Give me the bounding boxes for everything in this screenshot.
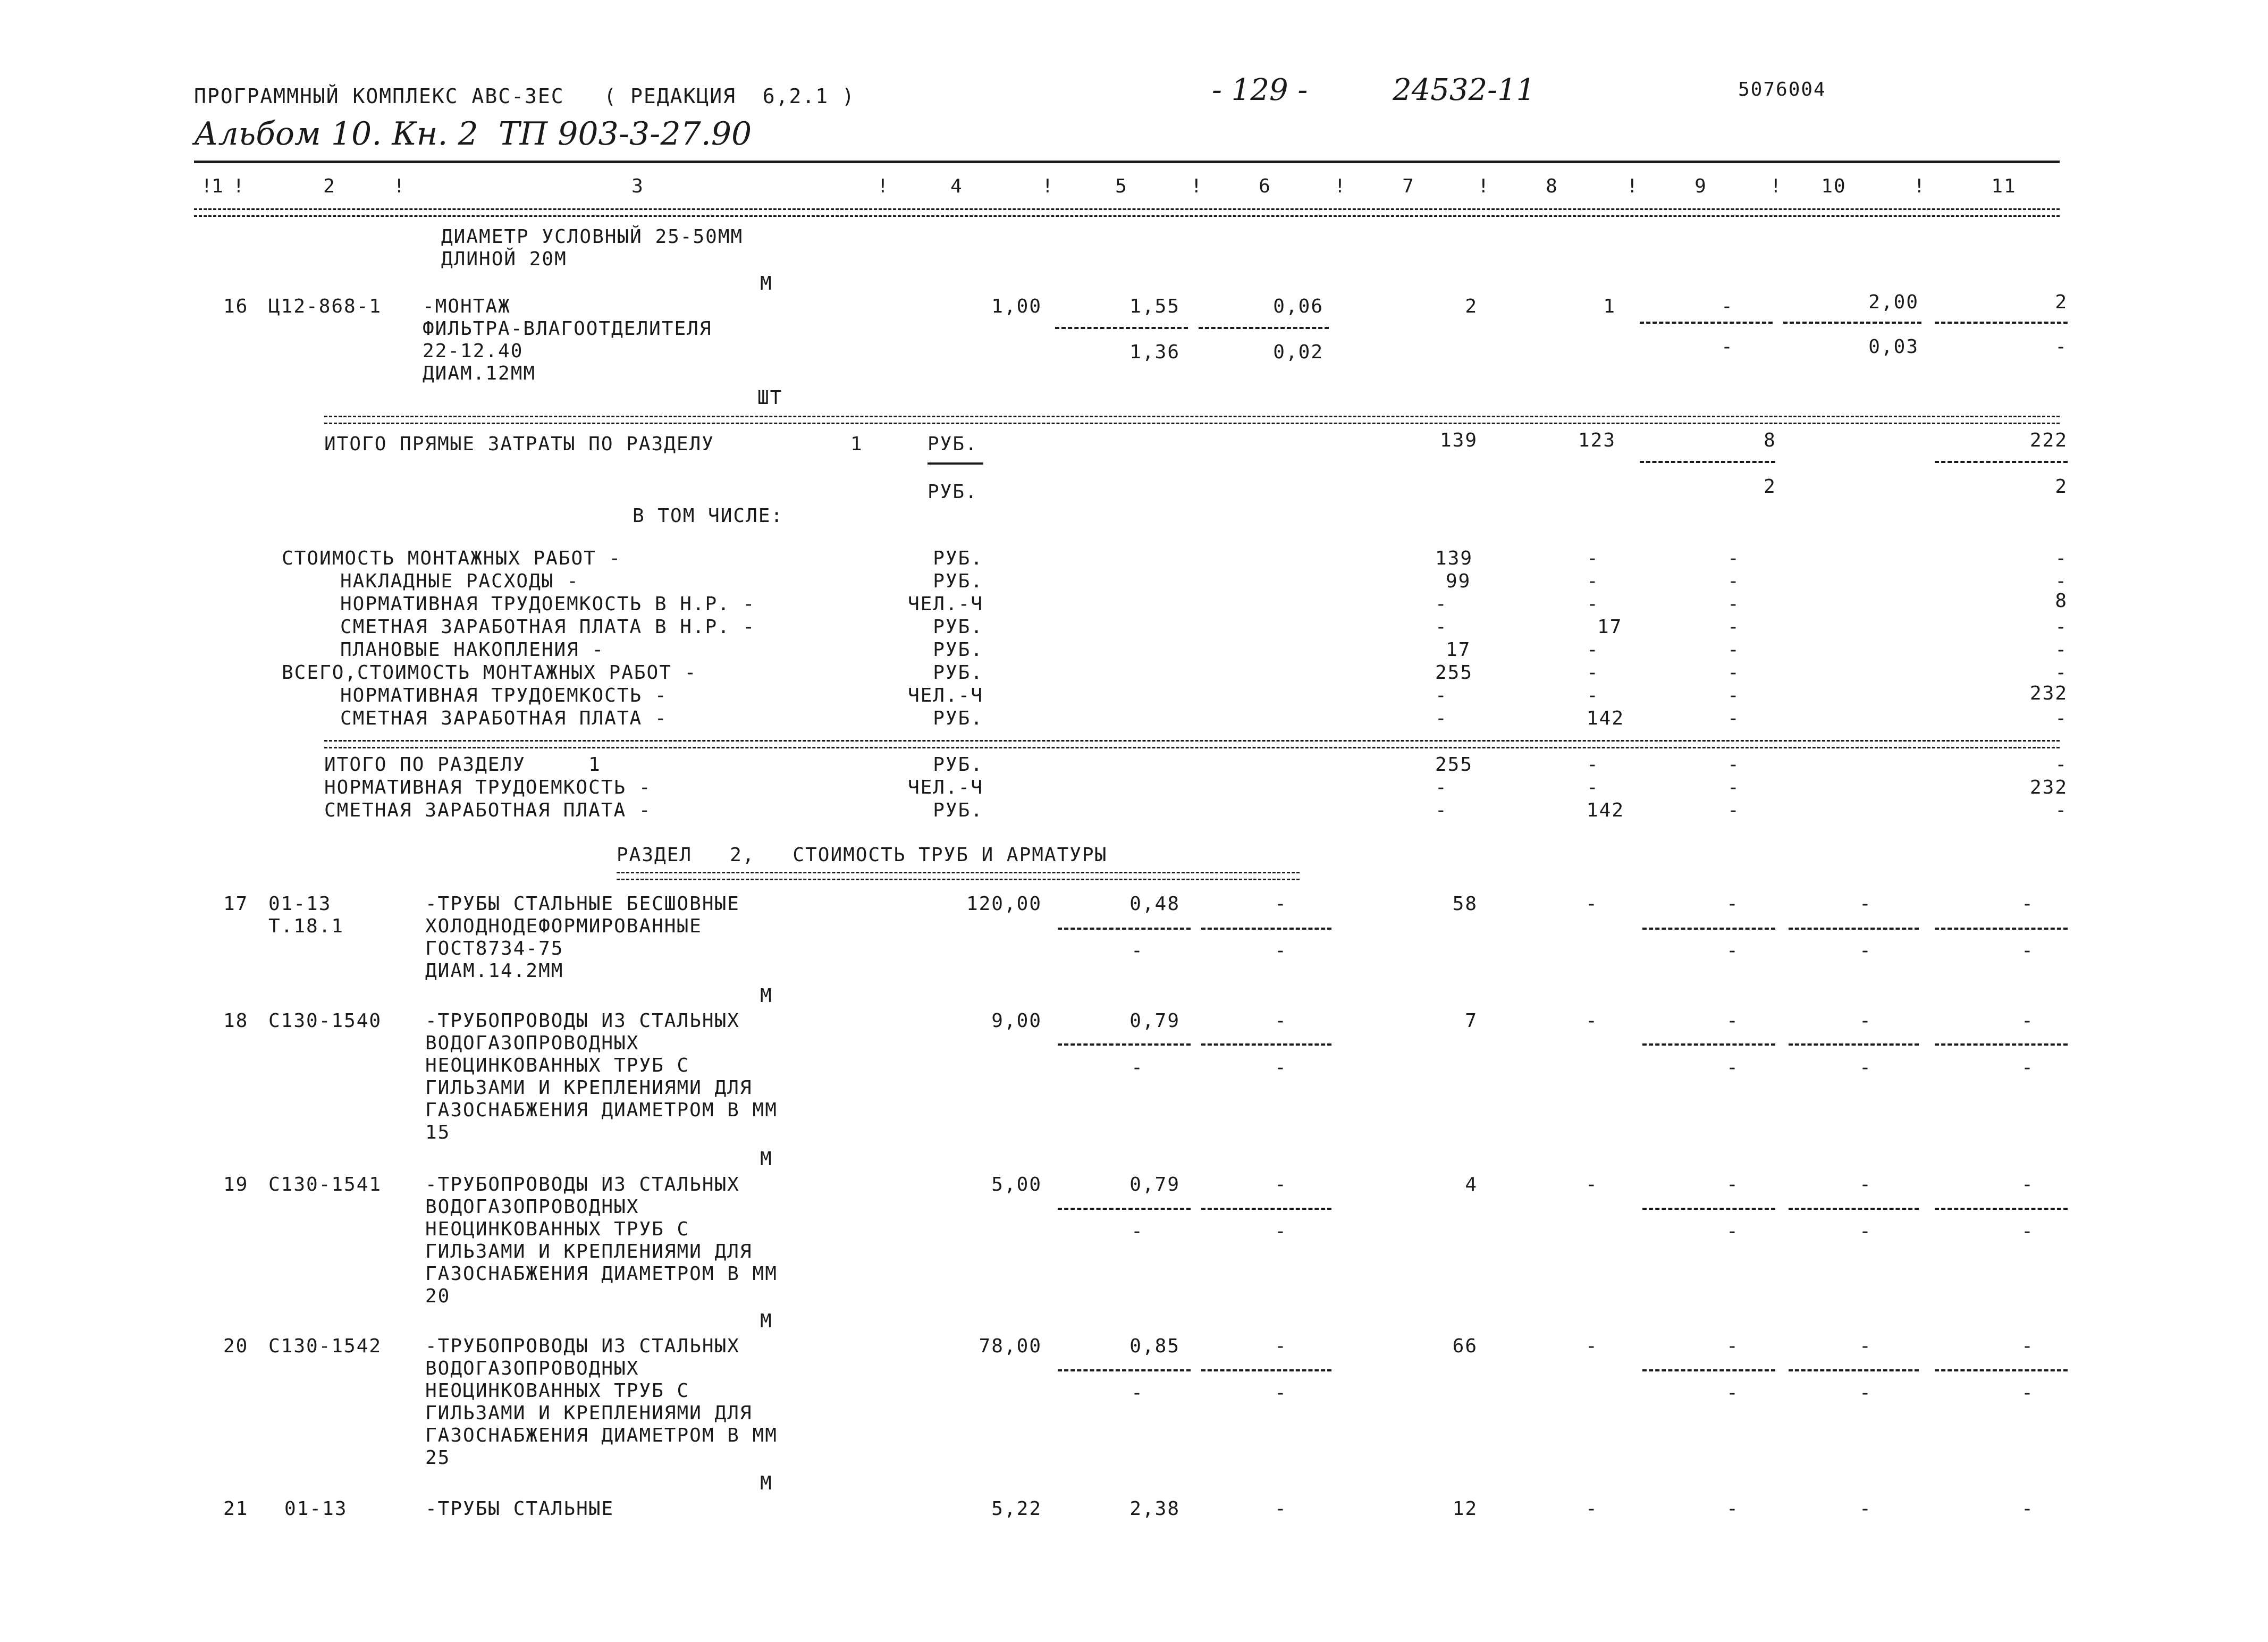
cell-col10-secondary: - bbox=[1859, 1220, 1872, 1242]
column-header: 9 bbox=[1694, 175, 1707, 197]
cell-col7: 4 bbox=[1465, 1174, 1478, 1195]
cell-col11: - bbox=[2055, 799, 2068, 821]
column-header: 4 bbox=[950, 175, 963, 197]
unit-label: М bbox=[760, 1148, 773, 1170]
cell-col7: - bbox=[1435, 799, 1448, 821]
list-item-label: НОРМАТИВНАЯ ТРУДОЕМКОСТЬ - bbox=[340, 685, 668, 706]
cell-col9-secondary: - bbox=[1726, 1382, 1739, 1404]
cell-col8: - bbox=[1587, 662, 1599, 684]
cell-col9: - bbox=[1727, 799, 1740, 821]
cell-col10: - bbox=[1859, 1335, 1872, 1357]
item-number: 18 bbox=[223, 1010, 249, 1032]
cell-col4: 78,00 bbox=[979, 1335, 1042, 1357]
column-header: 1 bbox=[212, 175, 224, 197]
cell-col6: - bbox=[1275, 1174, 1287, 1195]
cell-col5: 0,79 bbox=[1129, 1174, 1180, 1195]
cell-col8: - bbox=[1586, 1174, 1598, 1195]
list-item-unit: РУБ. bbox=[933, 799, 983, 821]
cell-col7: 7 bbox=[1465, 1010, 1478, 1032]
list-item-unit: РУБ. bbox=[933, 548, 983, 569]
cell-col11: - bbox=[2055, 548, 2068, 569]
including-label: В ТОМ ЧИСЛЕ: bbox=[633, 505, 784, 527]
section-2-title: РАЗДЕЛ 2, СТОИМОСТЬ ТРУБ И АРМАТУРЫ bbox=[617, 844, 1108, 866]
cell-col9-secondary: - bbox=[1726, 1057, 1739, 1079]
cell-col6: - bbox=[1275, 1335, 1287, 1357]
list-item-label: ВСЕГО,СТОИМОСТЬ МОНТАЖНЫХ РАБОТ - bbox=[282, 662, 697, 684]
item-number: 16 bbox=[223, 296, 249, 317]
list-item-label: СМЕТНАЯ ЗАРАБОТНАЯ ПЛАТА - bbox=[340, 708, 668, 729]
item-number: 20 bbox=[223, 1335, 249, 1357]
unit-label: М bbox=[760, 985, 773, 1007]
item-code: 01-13 bbox=[284, 1498, 348, 1520]
item-code: С130-1540 bbox=[268, 1010, 382, 1032]
cell-col9: - bbox=[1726, 1010, 1739, 1032]
cell-col8: - bbox=[1587, 548, 1599, 569]
cell-col6-secondary: - bbox=[1275, 1057, 1287, 1079]
cell-col6-secondary: 0,02 bbox=[1273, 341, 1323, 363]
cell-col5: 1,55 bbox=[1129, 296, 1180, 317]
cell-col9: - bbox=[1727, 593, 1740, 615]
item-16-pre-description: ДИАМЕТР УСЛОВНЫЙ 25-50ММ ДЛИНОЙ 20М bbox=[441, 226, 744, 270]
total-direct-label: ИТОГО ПРЯМЫЕ ЗАТРАТЫ ПО РАЗДЕЛУ bbox=[324, 433, 714, 455]
cell-col9: - bbox=[1727, 616, 1740, 638]
cell-col7: 255 bbox=[1435, 662, 1473, 684]
cell-col4: 120,00 bbox=[966, 893, 1042, 915]
cell-col11: - bbox=[2021, 1174, 2034, 1195]
cell-col8: - bbox=[1587, 570, 1599, 592]
cell-col11: - bbox=[2055, 754, 2068, 776]
cell-col7: 139 bbox=[1435, 548, 1473, 569]
page-number: - 129 - bbox=[1212, 73, 1308, 107]
section-rule bbox=[324, 416, 2060, 424]
cell-col5: 2,38 bbox=[1129, 1498, 1180, 1520]
unit-label: М bbox=[760, 1472, 773, 1494]
cell-col7: 66 bbox=[1452, 1335, 1478, 1357]
document-code: 24532-11 bbox=[1393, 73, 1536, 107]
list-item-label: НОРМАТИВНАЯ ТРУДОЕМКОСТЬ В Н.Р. - bbox=[340, 593, 756, 615]
cell-col6: - bbox=[1275, 893, 1287, 915]
cell-col11: 2 bbox=[2055, 291, 2068, 313]
total-direct-section: 1 bbox=[850, 433, 863, 455]
item-code: С130-1542 bbox=[268, 1335, 382, 1357]
cell-col7: 17 bbox=[1446, 639, 1471, 661]
document-page: ПРОГРАММНЫЙ КОМПЛЕКС АВС-ЗЕС ( РЕДАКЦИЯ 6,2.1 ) - 129 - 24532-11 5076004 Альбом 10. Кн. 2 ТП 903-3-27.90 1 2 3 4 5 6 7 8 9 10 11 ! ! ! ! ! ! ! ! ! ! ! ДИАМЕТР УСЛОВНЫЙ 25-50ММ ДЛИНОЙ 20М М 16 Ц12-868-1 -МОНТАЖ ФИЛЬТРА-ВЛАГООТДЕЛИТЕЛЯ 22-12.40 ДИАМ.12ММ ШТ 1,00 1,55 0,06 2 1 - 2,00 2 1,36 0,02 - 0,03 - ИТОГО ПРЯМЫЕ ЗАТРАТЫ ПО РАЗДЕЛУ 1 РУБ. РУБ. 139 123 8 222 2 2 В ТОМ ЧИСЛЕ: СТОИМОСТЬ МОНТАЖНЫХ РАБОТ - НАКЛАДНЫЕ РАСХОДЫ - НОРМАТИВНАЯ ТРУДОЕМКОСТЬ В Н.Р. - СМЕТНАЯ ЗАРАБОТНАЯ ПЛАТА В Н.Р. - ПЛАНОВЫЕ НАКОПЛЕНИЯ - ВСЕГО,СТОИМОСТЬ МОНТАЖНЫХ РАБОТ - НОРМАТИВНАЯ ТРУДОЕМКОСТЬ - СМЕТНАЯ ЗАРАБОТНАЯ ПЛАТА - РУБ. РУБ. ЧЕЛ.-Ч РУБ. РУБ. РУБ. ЧЕЛ.-Ч РУБ. 139 99 - - 17 255 - - - - - 17 - - - 142 - - - - - - - - - - 8 - - - 232 - ИТОГО ПО РАЗДЕЛУ 1 НОРМАТИВНАЯ ТРУДОЕМКОСТЬ - СМЕТНАЯ ЗАРАБОТНАЯ ПЛАТА - РУБ. ЧЕЛ.-Ч РУБ. 255 - - - - 142 - - - - 232 - РАЗДЕЛ 2, СТОИМОСТЬ ТРУБ И АРМАТУРЫ 17 01-13 Т.18.1 -ТРУБЫ СТАЛЬНЫЕ БЕСШОВНЫЕ ХОЛОДНОДЕФОРМИРОВАННЫЕ ГОСТ8734-75 ДИАМ.14.2ММ М 120,00 0,48 - 58 - - - - - - - - - 18 С130-1540 -ТРУБОПРОВОДЫ ИЗ СТАЛЬНЫХ ВОДОГАЗОПРОВОДНЫХ НЕОЦИНКОВАННЫХ ТРУБ С ГИЛЬЗАМИ И КРЕПЛЕНИЯМИ ДЛЯ ГАЗОСНАБЖЕНИЯ ДИАМЕТРОМ В ММ 15 М 9,00 0,79 - 7 - - - - - - - - - 19 С130-1541 -ТРУБОПРОВОДЫ ИЗ СТАЛЬНЫХ ВОДОГАЗОПРОВОДНЫХ НЕОЦИНКОВАННЫХ ТРУБ С ГИЛЬЗАМИ И КРЕПЛЕНИЯМИ ДЛЯ ГАЗОСНАБЖЕНИЯ ДИАМЕТРОМ В ММ 20 М 5,00 0,79 - 4 - - - - - - - - - 20 С130-1542 -ТРУБОПРОВОДЫ ИЗ СТАЛЬНЫХ ВОДОГАЗОПРОВОДНЫХ НЕОЦИНКОВАННЫХ ТРУБ С ГИЛЬЗАМИ И КРЕПЛЕНИЯМИ ДЛЯ ГАЗОСНАБЖЕНИЯ ДИАМЕТРОМ В ММ 25 М 78,00 0,85 - 66 - - - - - - - - - 21 01-13 -ТРУБЫ СТАЛЬНЫЕ 5,22 2,38 - 12 - - - - bbox=[194, 73, 2068, 1520]
cell-col9-secondary: - bbox=[1726, 940, 1739, 962]
cell-col11: 232 bbox=[2029, 777, 2068, 798]
cell-col8: - bbox=[1586, 1010, 1598, 1032]
cell-col7: 12 bbox=[1452, 1498, 1478, 1520]
cell-col11-secondary: 2 bbox=[2055, 476, 2068, 498]
cell-col11: - bbox=[2021, 1010, 2034, 1032]
cell-col11: - bbox=[2055, 662, 2068, 684]
cell-col11: - bbox=[2055, 708, 2068, 729]
header-top-rule bbox=[194, 161, 2060, 163]
cell-col7: 255 bbox=[1435, 754, 1473, 776]
cell-col7: 99 bbox=[1446, 570, 1471, 592]
cell-col11: 232 bbox=[2029, 683, 2068, 704]
list-item-label: НОРМАТИВНАЯ ТРУДОЕМКОСТЬ - bbox=[324, 777, 652, 798]
list-item-label: СМЕТНАЯ ЗАРАБОТНАЯ ПЛАТА В Н.Р. - bbox=[340, 616, 756, 638]
list-item-label: СТОИМОСТЬ МОНТАЖНЫХ РАБОТ - bbox=[282, 548, 622, 569]
cell-col9-secondary: - bbox=[1726, 1220, 1739, 1242]
list-item-unit: РУБ. bbox=[933, 616, 983, 638]
item-description: -ТРУБОПРОВОДЫ ИЗ СТАЛЬНЫХ ВОДОГАЗОПРОВОДНЫХ НЕОЦИНКОВАННЫХ ТРУБ С ГИЛЬЗАМИ И КРЕПЛЕНИЯМИ ДЛЯ ГАЗОСНАБЖЕНИЯ ДИАМЕТРОМ В ММ 15 bbox=[425, 1010, 778, 1143]
album-reference: Альбом 10. Кн. 2 ТП 903-3-27.90 bbox=[194, 115, 752, 153]
cell-col8: 142 bbox=[1587, 708, 1625, 729]
cell-col5-secondary: 1,36 bbox=[1129, 341, 1180, 363]
column-header: 5 bbox=[1115, 175, 1128, 197]
list-item-unit: РУБ. bbox=[933, 639, 983, 661]
cell-col8: - bbox=[1586, 893, 1598, 915]
cell-col8: - bbox=[1587, 754, 1599, 776]
cell-col7: 2 bbox=[1465, 296, 1478, 317]
cell-col9: - bbox=[1726, 1174, 1739, 1195]
cell-col10: - bbox=[1859, 1498, 1872, 1520]
cell-col8: 123 bbox=[1578, 430, 1616, 451]
cell-col11-secondary: - bbox=[2021, 1220, 2034, 1242]
list-item-unit: ЧЕЛ.-Ч bbox=[907, 777, 983, 798]
unit-label: ШТ bbox=[757, 387, 783, 409]
cell-col10-secondary: - bbox=[1859, 940, 1872, 962]
header-bottom-rule bbox=[194, 208, 2060, 217]
column-header: 3 bbox=[631, 175, 644, 197]
item-description: -ТРУБЫ СТАЛЬНЫЕ БЕСШОВНЫЕ ХОЛОДНОДЕФОРМИРОВАННЫЕ ГОСТ8734-75 ДИАМ.14.2ММ bbox=[425, 893, 740, 982]
list-item-unit: ЧЕЛ.-Ч bbox=[907, 593, 983, 615]
cell-col9: - bbox=[1727, 639, 1740, 661]
column-header: 11 bbox=[1991, 175, 2017, 197]
cell-col9: - bbox=[1727, 570, 1740, 592]
cell-col9: - bbox=[1727, 777, 1740, 798]
list-item-unit: РУБ. bbox=[933, 708, 983, 729]
cell-col7: - bbox=[1435, 777, 1448, 798]
cell-col9: - bbox=[1726, 893, 1739, 915]
cell-col6: - bbox=[1275, 1498, 1287, 1520]
unit-label: М bbox=[760, 1310, 773, 1332]
item-description: -ТРУБОПРОВОДЫ ИЗ СТАЛЬНЫХ ВОДОГАЗОПРОВОДНЫХ НЕОЦИНКОВАННЫХ ТРУБ С ГИЛЬЗАМИ И КРЕПЛЕНИЯМИ ДЛЯ ГАЗОСНАБЖЕНИЯ ДИАМЕТРОМ В ММ 20 bbox=[425, 1174, 778, 1307]
cell-col10: - bbox=[1859, 893, 1872, 915]
cell-col6-secondary: - bbox=[1275, 1220, 1287, 1242]
list-item-unit: РУБ. bbox=[933, 570, 983, 592]
cell-col5: 0,48 bbox=[1129, 893, 1180, 915]
cell-col9: - bbox=[1727, 662, 1740, 684]
cell-col11-secondary: - bbox=[2021, 1057, 2034, 1079]
item-code: Ц12-868-1 bbox=[268, 296, 382, 317]
cell-col11: - bbox=[2055, 570, 2068, 592]
list-item-label: НАКЛАДНЫЕ РАСХОДЫ - bbox=[340, 570, 579, 592]
item-number: 19 bbox=[223, 1174, 249, 1195]
cell-col11: 222 bbox=[2029, 430, 2068, 451]
cell-col4: 1,00 bbox=[991, 296, 1042, 317]
cell-col9: - bbox=[1726, 1335, 1739, 1357]
cell-col7: 58 bbox=[1452, 893, 1478, 915]
cell-col5-secondary: - bbox=[1131, 1057, 1144, 1079]
cell-col4: 5,00 bbox=[991, 1174, 1042, 1195]
cell-col5: 0,79 bbox=[1129, 1010, 1180, 1032]
column-header: 7 bbox=[1402, 175, 1415, 197]
cell-col9: - bbox=[1726, 1498, 1739, 1520]
cell-col10-secondary: - bbox=[1859, 1057, 1872, 1079]
cell-col11: - bbox=[2021, 1335, 2034, 1357]
cell-col6: 0,06 bbox=[1273, 296, 1323, 317]
item-description: -ТРУБОПРОВОДЫ ИЗ СТАЛЬНЫХ ВОДОГАЗОПРОВОДНЫХ НЕОЦИНКОВАННЫХ ТРУБ С ГИЛЬЗАМИ И КРЕПЛЕНИЯМИ ДЛЯ ГАЗОСНАБЖЕНИЯ ДИАМЕТРОМ В ММ 25 bbox=[425, 1335, 778, 1469]
cell-col11-secondary: - bbox=[2021, 940, 2034, 962]
item-description: -ТРУБЫ СТАЛЬНЫЕ bbox=[425, 1498, 614, 1520]
cell-col6-secondary: - bbox=[1275, 940, 1287, 962]
cell-col10-secondary: - bbox=[1859, 1382, 1872, 1404]
column-header: 2 bbox=[323, 175, 336, 197]
cell-col9: - bbox=[1721, 296, 1734, 317]
cell-col10-secondary: 0,03 bbox=[1868, 336, 1919, 358]
list-item-label: ПЛАНОВЫЕ НАКОПЛЕНИЯ - bbox=[340, 639, 605, 661]
cell-col5-secondary: - bbox=[1131, 1220, 1144, 1242]
unit-label: РУБ. bbox=[928, 433, 978, 455]
list-item-unit: РУБ. bbox=[933, 754, 983, 776]
cell-col8: - bbox=[1587, 593, 1599, 615]
program-header: ПРОГРАММНЫЙ КОМПЛЕКС АВС-ЗЕС ( РЕДАКЦИЯ 6,2.1 ) bbox=[194, 85, 855, 108]
column-header: 8 bbox=[1546, 175, 1558, 197]
cell-col9-secondary: 2 bbox=[1764, 476, 1776, 498]
cell-col8: - bbox=[1586, 1498, 1598, 1520]
cell-col6: - bbox=[1275, 1010, 1287, 1032]
section-title-underline bbox=[617, 872, 1300, 880]
section-rule bbox=[324, 740, 2060, 748]
cell-col11: - bbox=[2021, 1498, 2034, 1520]
cell-col5-secondary: - bbox=[1131, 1382, 1144, 1404]
cell-col8: 1 bbox=[1603, 296, 1616, 317]
cell-col8: - bbox=[1587, 685, 1599, 706]
cell-col8: - bbox=[1587, 777, 1599, 798]
cell-col7: - bbox=[1435, 708, 1448, 729]
cell-col9-secondary: - bbox=[1721, 336, 1734, 358]
cell-col7: 139 bbox=[1439, 430, 1478, 451]
cell-col7: - bbox=[1435, 685, 1448, 706]
cell-col8: 17 bbox=[1597, 616, 1623, 638]
cell-col9: 8 bbox=[1764, 430, 1776, 451]
cell-col11-secondary: - bbox=[2021, 1382, 2034, 1404]
cell-col8: - bbox=[1587, 639, 1599, 661]
cell-col5-secondary: - bbox=[1131, 940, 1144, 962]
cell-col7: - bbox=[1435, 593, 1448, 615]
unit-label: РУБ. bbox=[928, 481, 978, 503]
cell-col9: - bbox=[1727, 708, 1740, 729]
cell-col11-secondary: - bbox=[2055, 336, 2068, 358]
column-header: 6 bbox=[1259, 175, 1271, 197]
list-item-unit: ЧЕЛ.-Ч bbox=[907, 685, 983, 706]
cell-col11: - bbox=[2021, 893, 2034, 915]
cell-col7: - bbox=[1435, 616, 1448, 638]
column-header: 10 bbox=[1821, 175, 1847, 197]
cell-col10: - bbox=[1859, 1010, 1872, 1032]
item-number: 17 bbox=[223, 893, 249, 915]
list-item-label: СМЕТНАЯ ЗАРАБОТНАЯ ПЛАТА - bbox=[324, 799, 652, 821]
cell-col11: 8 bbox=[2055, 590, 2068, 612]
item-description: -МОНТАЖ ФИЛЬТРА-ВЛАГООТДЕЛИТЕЛЯ 22-12.40 ДИАМ.12ММ bbox=[423, 296, 712, 384]
cell-col5: 0,85 bbox=[1129, 1335, 1180, 1357]
cell-col4: 9,00 bbox=[991, 1010, 1042, 1032]
cell-col11: - bbox=[2055, 639, 2068, 661]
list-item-unit: РУБ. bbox=[933, 662, 983, 684]
cell-col10: 2,00 bbox=[1868, 291, 1919, 313]
cell-col9: - bbox=[1727, 685, 1740, 706]
item-code: С130-1541 bbox=[268, 1174, 382, 1195]
item-number: 21 bbox=[223, 1498, 249, 1520]
cell-col6-secondary: - bbox=[1275, 1382, 1287, 1404]
cell-col9: - bbox=[1727, 754, 1740, 776]
cell-col8: 142 bbox=[1587, 799, 1625, 821]
cell-col11: - bbox=[2055, 616, 2068, 638]
right-code: 5076004 bbox=[1738, 79, 1826, 100]
cell-col9: - bbox=[1727, 548, 1740, 569]
item-code: 01-13 Т.18.1 bbox=[268, 893, 344, 937]
cell-col8: - bbox=[1586, 1335, 1598, 1357]
unit-label: М bbox=[760, 273, 773, 294]
cell-col10: - bbox=[1859, 1174, 1872, 1195]
list-item-label: ИТОГО ПО РАЗДЕЛУ 1 bbox=[324, 754, 601, 776]
cell-col4: 5,22 bbox=[991, 1498, 1042, 1520]
